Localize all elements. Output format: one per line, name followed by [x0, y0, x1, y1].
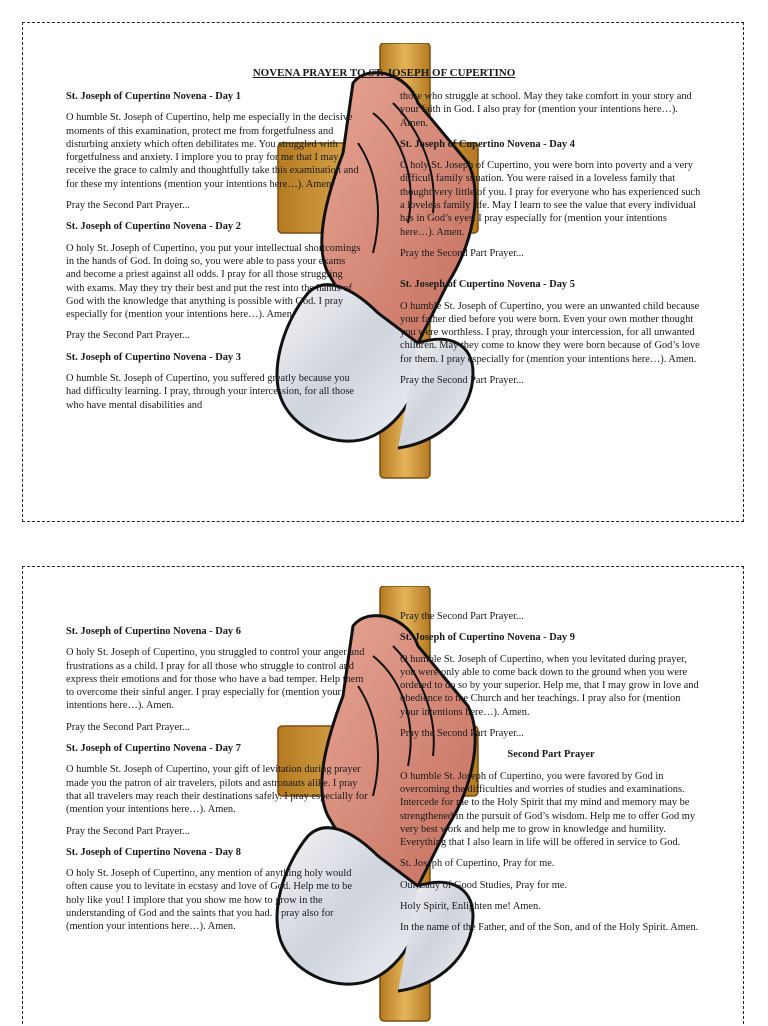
prayer-paragraph: Pray the Second Part Prayer...: [400, 375, 524, 387]
prayer-paragraph: In the name of the Father, and of the Son, and of the Holy Spirit. Amen.: [400, 922, 699, 934]
prayer-paragraph: O humble St. Joseph of Cupertino, when you levitated during prayer, you were only able to come back down to the ground when you were ordered to do so by your superior. Help me, that I may grow in love and obedience to the Church and her teachings. I pray also for (mention your intentions here…). Amen.: [400, 653, 699, 718]
day-heading: St. Joseph of Cupertino Novena - Day 4: [400, 138, 575, 150]
prayer-paragraph: Our Lady of Good Studies, Pray for me.: [400, 879, 568, 891]
prayer-paragraph: O holy St. Joseph of Cupertino, you struggled to control your anger and frustrations as a child. I pray for all those who struggle to control and express their emotions and for those who have a bad temper. Help them to overcome their sinful anger. I pray especially for (mention your intentions here…). Amen.: [66, 647, 365, 712]
prayer-paragraph: O holy St. Joseph of Cupertino, you were born into poverty and a very difficult family situation. You were raised in a loveless family that thought very little of you. I pray for everyone who has experienced such a loveless family life. May I learn to see the value that every individual has in God’s eyes. I pray especially for (mention your intentions here…). Amen.: [400, 160, 701, 238]
day-heading: St. Joseph of Cupertino Novena - Day 5: [400, 279, 575, 291]
day-heading: St. Joseph of Cupertino Novena - Day 6: [66, 626, 241, 637]
page-title: NOVENA PRAYER TO ST. JOSEPH OF CUPERTINO: [252, 67, 516, 79]
prayer-paragraph: O humble St. Joseph of Cupertino, help me especially in the decisive moments of this examination, protect me from forgetfulness and disturbing anxiety which often debilitates me. You struggled with forgetfulness and anxiety. I implore you to pray for me that I may receive the grace to calmly and thoughtfully take this examination and for these my intentions (mention your intentions here…). Amen.: [66, 112, 359, 190]
day-heading: St. Joseph of Cupertino Novena - Day 7: [66, 743, 241, 755]
prayer-paragraph: those who struggle at school. May they take comfort in your story and your faith in God. I also pray for (mention your intentions here…). Amen.: [400, 91, 692, 129]
day-heading: St. Joseph of Cupertino Novena - Day 8: [66, 846, 241, 858]
prayer-paragraph: Pray the Second Part Prayer...: [400, 728, 524, 740]
sheet1-right-column: [400, 90, 702, 395]
day-heading: St. Joseph of Cupertino Novena - Day 3: [66, 351, 241, 363]
prayer-paragraph: O humble St. Joseph of Cupertino, your gift of levitation during prayer made you the patron of air travelers, pilots and astronauts alike. I pray that all travelers may reach their destinations safely. I pray especially for (mention your intentions here…). Amen.: [66, 764, 368, 816]
prayer-paragraph: O holy St. Joseph of Cupertino, any mention of anything holy would often cause you to levitate in ecstasy and love of God. Help me to be holy like you! I implore that you show me how to grow in the understanding of God and the saints that you had. I pray also for (mention your intentions here…). Amen.: [66, 868, 352, 933]
prayer-paragraph: Pray the Second Part Prayer...: [400, 247, 524, 259]
day-heading: St. Joseph of Cupertino Novena - Day 1: [66, 91, 241, 102]
prayer-paragraph: O humble St. Joseph of Cupertino, you were favored by God in overcoming the difficulties and worries of studies and examinations. Intercede for me to the Holy Spirit that my mind and memory may be strengthened in the pursuit of God’s wisdom. Help me to offer God my very best work and help me to grow in knowledge and humility. Everything that I also learn in life will be offered in service to God.: [400, 770, 696, 849]
day-heading: St. Joseph of Cupertino Novena - Day 2: [66, 221, 241, 233]
prayer-paragraph: Pray the Second Part Prayer...: [66, 200, 190, 212]
sheet1-left-column: [66, 90, 362, 420]
prayer-paragraph: O humble St. Joseph of Cupertino, you were an unwanted child because your father died before you were born. Even your own mother thought you were worthless. I pray, through your intercession, for all unwanted children. May they come to know they were born because of God’s love for them. I pray especially for (mention your intentions here…). Amen.: [400, 300, 700, 365]
prayer-paragraph: St. Joseph of Cupertino, Pray for me.: [400, 858, 555, 870]
prayer-paragraph: O humble St. Joseph of Cupertino, you suffered greatly because you had difficulty learning. I pray, through your intercession, for all those who have mental disabilities and: [66, 373, 354, 411]
day-heading: Second Part Prayer: [507, 749, 595, 761]
prayer-paragraph: Pray the Second Part Prayer...: [66, 330, 190, 342]
prayer-paragraph: Pray the Second Part Prayer...: [66, 721, 190, 733]
sheet2-left-column: [66, 625, 368, 942]
day-heading: St. Joseph of Cupertino Novena - Day 9: [400, 632, 575, 644]
sheet2-right-column: [400, 610, 702, 943]
prayer-paragraph: Holy Spirit, Enlighten me! Amen.: [400, 901, 541, 913]
prayer-paragraph: Pray the Second Part Prayer...: [66, 825, 190, 837]
prayer-paragraph: Pray the Second Part Prayer...: [400, 611, 524, 622]
prayer-paragraph: O holy St. Joseph of Cupertino, you put your intellectual shortcomings in the hands of God. In doing so, you were able to pass your exams and become a priest against all odds. I pray for all those struggling with exams. May they try their best and put the rest into the hands of God with the knowledge that anything is possible with God. I pray especially for (mention your intentions here…). Amen.: [66, 242, 361, 321]
